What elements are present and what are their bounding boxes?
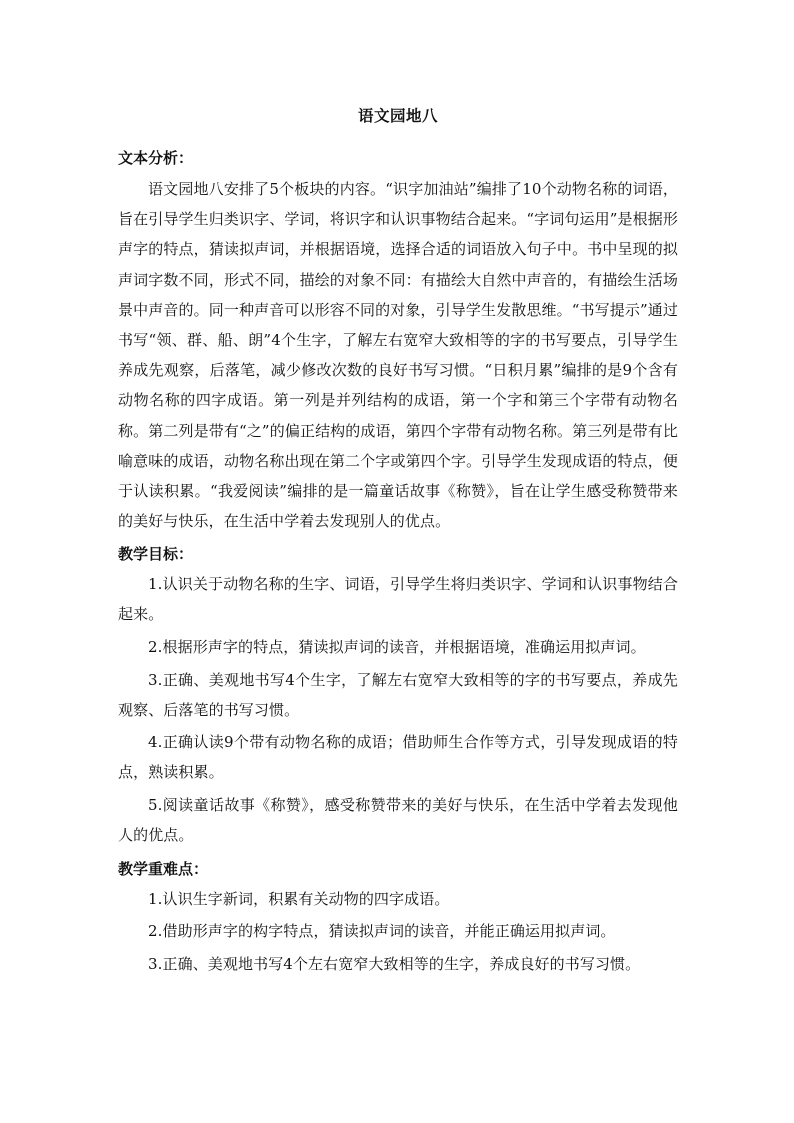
goal-item-4: 4.正确认读9个带有动物名称的成语；借助师生合作等方式，引导发现成语的特点，熟读积累。 <box>118 733 678 782</box>
goal-item-5: 5.阅读童话故事《称赞》，感受称赞带来的美好与快乐，在生活中学着去发现他人的优点。 <box>118 796 678 844</box>
goal-item-2: 2.根据形声字的特点，猜读拟声词的读音，并根据语境，准确运用拟声词。 <box>148 638 646 657</box>
section-heading-analysis: 文本分析： <box>118 149 194 167</box>
goal-item-3: 3.正确、美观地书写4个生字，了解左右宽窄大致相等的字的书写要点，养成先观察、后落笔的书写习惯。 <box>118 670 678 719</box>
section-text-analysis <box>118 144 678 536</box>
document-body <box>118 104 678 983</box>
section-heading-goals: 教学目标： <box>118 545 194 564</box>
analysis-paragraph: 语文园地八安排了5个板块的内容。“识字加油站”编排了10个动物名称的词语，旨在引导学生归类识字、学词，将识字和认识事物结合起来。“字词句运用”是根据形声字的特点，猜读拟声词，并根据语境，选择合适的词语放入句子中。书中呈现的拟声词字数不同，形式不同，描绘的对象不同：有描绘大自然中声音的，有描绘生活场景中声音的。同一种声音可以形容不同的对象，引导学生发散思维。“书写提示”通过书写“领、群、船、朗”4个生字，了解左右宽窄大致相等的字的书写要点，引导学生养成先观察，后落笔，减少修改次数的良好书写习惯。“日积月累”编排的是9个含有动物名称的四字成语。第一列是并列结构的成语，第一个字和第三个字带有动物名称。第二列是带有“之”的偏正结构的成语，第四个字带有动物名称。第三列是带有比喻意味的成语，动物名称出现在第二个字或第四个字。引导学生发现成语的特点，便于认读积累。“我爱阅读”编排的是一篇童话故事《称赞》，旨在让学生感受称赞带来的美好与快乐，在生活中学着去发现别人的优点。 <box>118 180 678 531</box>
section-key-difficult-points <box>118 855 678 980</box>
keypoint-item-3: 3.正确、美观地书写4个左右宽窄大致相等的生字，养成良好的书写习惯。 <box>148 955 641 974</box>
section-heading-keypoints: 教学重难点： <box>118 859 209 878</box>
goal-item-1: 1.认识关于动物名称的生字、词语，引导学生将归类识字、学词和认识事物结合起来。 <box>118 575 678 624</box>
keypoint-item-1: 1.认识生字新词，积累有关动物的四字成语。 <box>148 889 450 908</box>
page-title: 语文园地八 <box>357 106 438 125</box>
keypoint-item-2: 2.借助形声字的构字特点，猜读拟声词的读音，并能正确运用拟声词。 <box>148 922 616 941</box>
section-teaching-goals <box>118 540 678 850</box>
